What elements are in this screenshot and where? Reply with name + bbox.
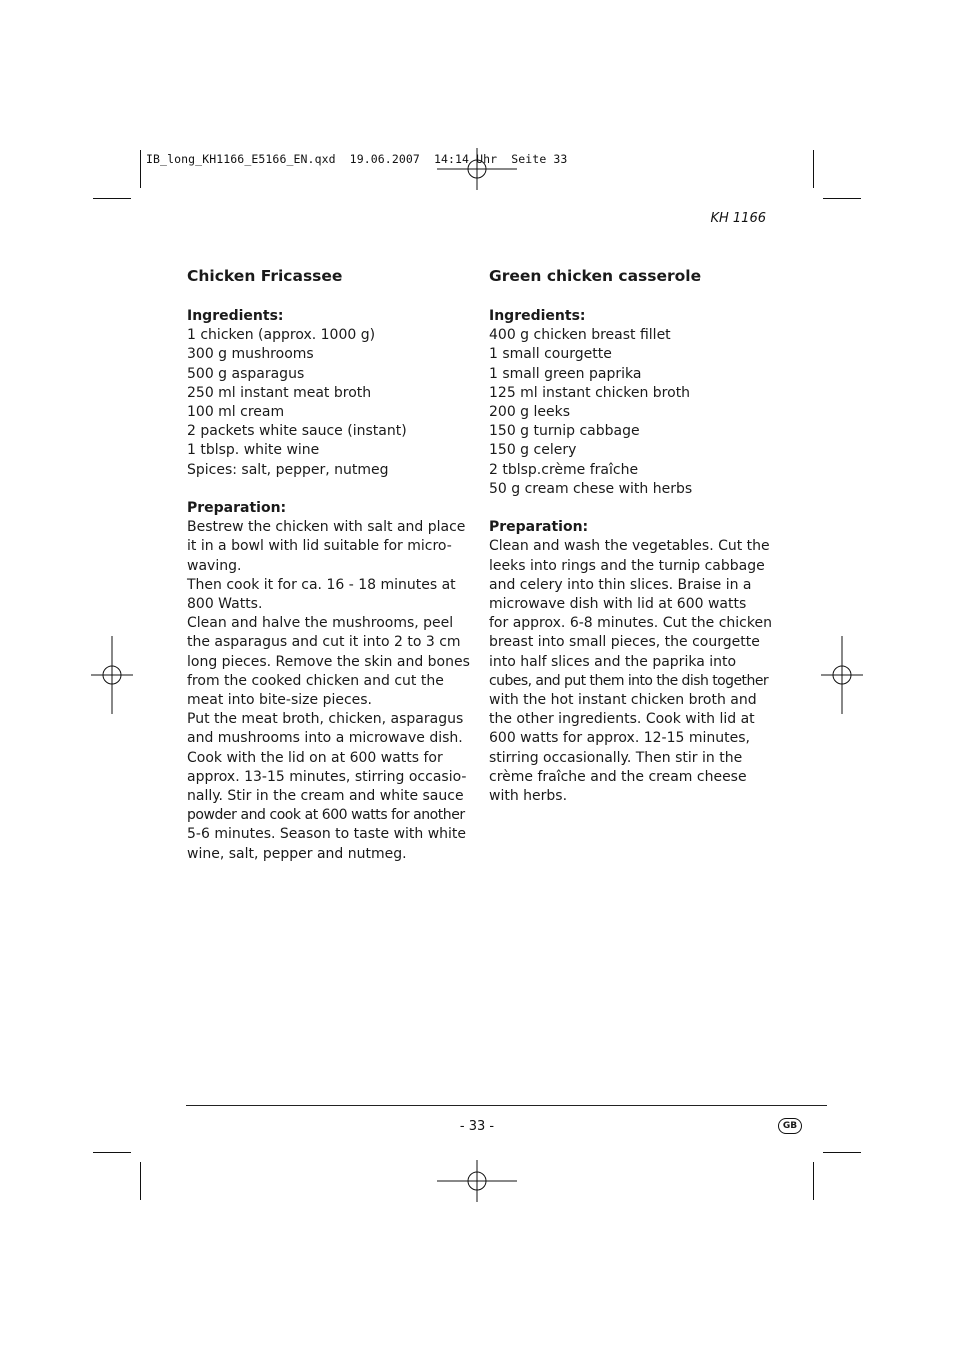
ingredients-label: Ingredients: [187,308,284,324]
text-line: long pieces. Remove the skin and bones [187,653,470,670]
text-line: powder and cook at 600 watts for another [187,807,465,824]
crop-mark [93,198,131,199]
text-line: wine, salt, pepper and nutmeg. [187,845,407,862]
ingredients-list [489,326,774,499]
preparation-text [187,518,477,864]
recipe-green-chicken-casserole [489,265,774,806]
ingredients-list [187,326,477,480]
text-line: the other ingredients. Cook with lid at [489,711,755,728]
list-item: 125 ml instant chicken broth [489,384,691,401]
crop-mark [140,1162,141,1200]
text-line: with herbs. [489,788,568,805]
language-badge: GB [778,1118,802,1134]
recipe-title: Green chicken casserole [489,267,702,285]
crop-mark [813,150,814,188]
text-line: it in a bowl with lid suitable for micro- [187,538,452,555]
list-item: 1 small courgette [489,346,612,363]
list-item: 1 chicken (approx. 1000 g) [187,327,376,344]
footer-rule [186,1105,827,1106]
crop-mark [93,1152,131,1153]
crop-mark [813,1162,814,1200]
model-number: KH 1166 [710,211,766,226]
print-slug: IB_long_KH1166_E5166_EN.qxd 19.06.2007 14:14 Uhr Seite 33 [146,152,568,166]
text-line: Bestrew the chicken with salt and place [187,519,466,536]
text-line: and celery into thin slices. Braise in a [489,576,752,593]
list-item: 50 g cream chese with herbs [489,480,693,497]
preparation-label: Preparation: [187,500,287,517]
list-item: 100 ml cream [187,404,285,421]
list-item: 2 tblsp.crème fraîche [489,461,639,478]
list-item: 500 g asparagus [187,365,305,382]
crop-mark [140,150,141,188]
list-item: 200 g leeks [489,404,571,421]
text-line: from the cooked chicken and cut the [187,672,444,689]
registration-mark-icon [437,1160,517,1202]
text-line: the asparagus and cut it into 2 to 3 cm [187,634,461,651]
text-line: 5-6 minutes. Season to taste with white [187,826,467,843]
list-item: 300 g mushrooms [187,346,314,363]
page-number: - 33 - [459,1119,495,1134]
text-line: waving. [187,557,242,574]
list-item: 150 g turnip cabbage [489,423,640,440]
list-item: 1 tblsp. white wine [187,442,320,459]
list-item: 2 packets white sauce (instant) [187,423,407,440]
text-line: Put the meat broth, chicken, asparagus [187,711,464,728]
preparation-text [489,537,774,806]
registration-mark-icon [91,636,133,714]
ingredients-label: Ingredients: [489,308,586,324]
text-line: Clean and wash the vegetables. Cut the [489,538,770,555]
text-line: 800 Watts. [187,596,263,613]
text-line: Then cook it for ca. 16 - 18 minutes at [187,576,456,593]
text-line: microwave dish with lid at 600 watts [489,596,747,613]
crop-mark [823,198,861,199]
text-line: leeks into rings and the turnip cabbage [489,557,765,574]
text-line: with the hot instant chicken broth and [489,692,757,709]
text-line: stirring occasionally. Then stir in the [489,749,743,766]
recipe-chicken-fricassee [187,265,477,864]
text-line: breast into small pieces, the courgette [489,634,760,651]
list-item: Spices: salt, pepper, nutmeg [187,461,389,478]
text-line: for approx. 6-8 minutes. Cut the chicken [489,615,772,632]
text-line: crème fraîche and the cream cheese [489,768,747,785]
list-item: 150 g celery [489,442,577,459]
text-line: cubes, and put them into the dish together [489,672,769,689]
list-item: 250 ml instant meat broth [187,384,372,401]
list-item: 1 small green paprika [489,365,642,382]
list-item: 400 g chicken breast fillet [489,327,671,344]
crop-mark [823,1152,861,1153]
text-line: 600 watts for approx. 12-15 minutes, [489,730,750,747]
preparation-label: Preparation: [489,519,589,536]
text-line: Clean and halve the mushrooms, peel [187,615,454,632]
text-line: into half slices and the paprika into [489,653,737,670]
text-line: meat into bite-size pieces. [187,692,373,709]
text-line: and mushrooms into a microwave dish. [187,730,463,747]
text-line: approx. 13-15 minutes, stirring occasio- [187,768,467,785]
text-line: nally. Stir in the cream and white sauce [187,788,464,805]
recipe-title: Chicken Fricassee [187,267,343,285]
registration-mark-icon [821,636,863,714]
text-line: Cook with the lid on at 600 watts for [187,749,443,766]
